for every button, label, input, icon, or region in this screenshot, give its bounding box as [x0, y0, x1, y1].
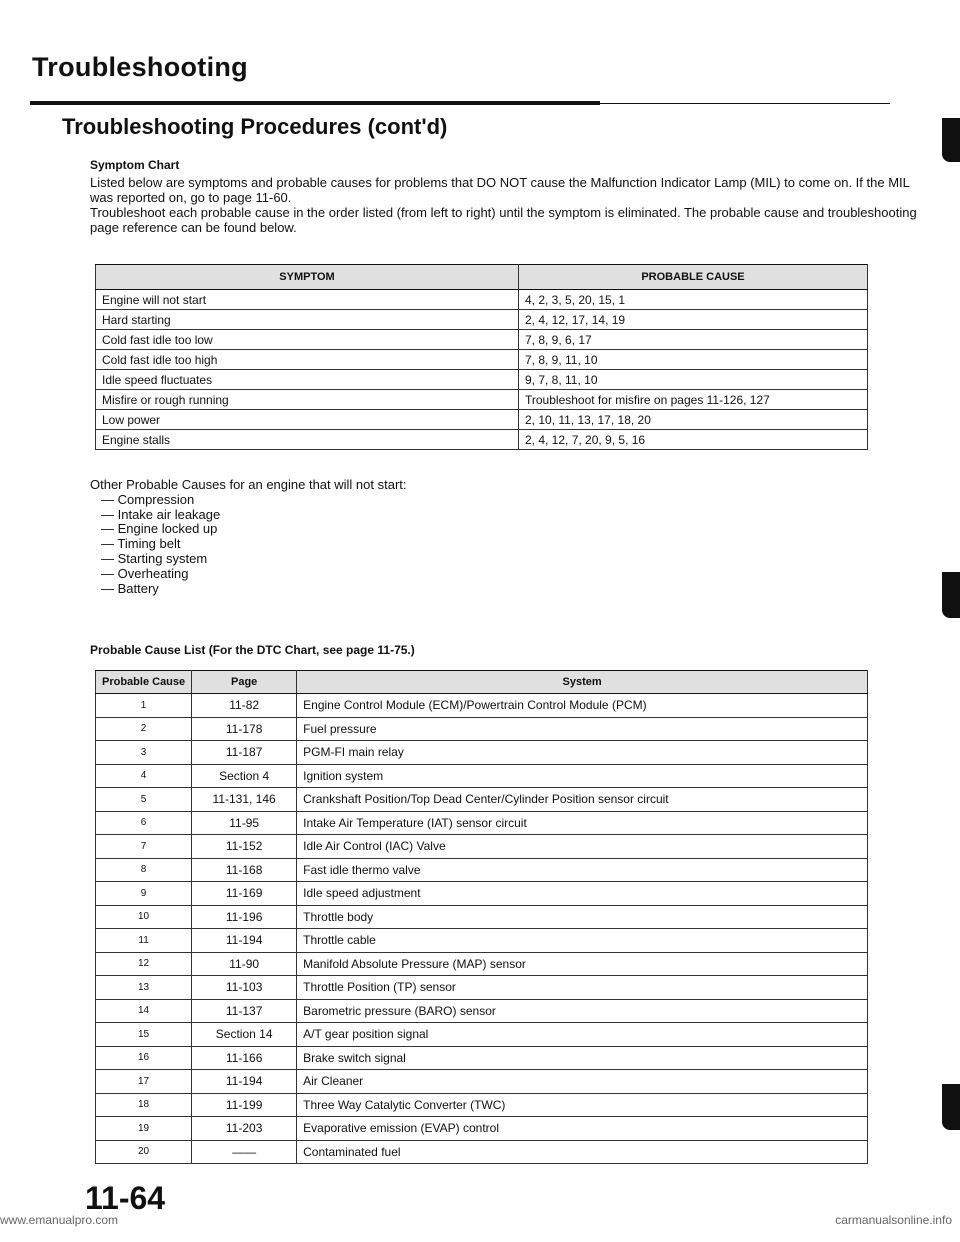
table-row [96, 952, 868, 976]
system-cell: Engine Control Module (ECM)/Powertrain Control Module (PCM) [297, 694, 868, 718]
cause-number-cell: 9 [96, 882, 192, 906]
other-causes-lead: Other Probable Causes for an engine that will not start: [90, 477, 407, 492]
system-cell: Fast idle thermo valve [297, 858, 868, 882]
page-cell: Section 4 [192, 764, 297, 788]
page-cell: 11-103 [192, 976, 297, 1000]
cause-number-cell: 15 [96, 1023, 192, 1047]
column-header: SYMPTOM [96, 265, 519, 290]
table-row [96, 430, 868, 450]
other-causes-list [90, 493, 407, 597]
cause-number-cell: 1 [96, 694, 192, 718]
cause-number-cell: 16 [96, 1046, 192, 1070]
cause-number-cell: 7 [96, 835, 192, 859]
page-cell: 11-166 [192, 1046, 297, 1070]
system-cell: Throttle body [297, 905, 868, 929]
cause-number-cell: 13 [96, 976, 192, 1000]
page-cell: 11-199 [192, 1093, 297, 1117]
section-title: Troubleshooting Procedures (cont'd) [62, 114, 448, 139]
table-row [96, 1023, 868, 1047]
cause-number-cell: 17 [96, 1070, 192, 1094]
table-row [96, 330, 868, 350]
column-header: PROBABLE CAUSE [519, 265, 868, 290]
table-row [96, 290, 868, 310]
probable-cause-cell: 7, 8, 9, 11, 10 [519, 350, 868, 370]
cause-number-cell: 4 [96, 764, 192, 788]
list-item: — Timing belt [101, 537, 407, 552]
table-row [96, 1140, 868, 1164]
table-row [96, 350, 868, 370]
page-cell: 11-152 [192, 835, 297, 859]
table-row [96, 858, 868, 882]
probable-cause-cell: 2, 4, 12, 17, 14, 19 [519, 310, 868, 330]
system-cell: Idle speed adjustment [297, 882, 868, 906]
page-title: Troubleshooting [32, 52, 248, 82]
source-url[interactable]: carmanualsonline.info [835, 1213, 952, 1227]
cause-list-title: Probable Cause List (For the DTC Chart, see page 11-75.) [90, 643, 415, 657]
other-causes [90, 478, 407, 596]
table-row [96, 370, 868, 390]
table-row [96, 811, 868, 835]
system-cell: Idle Air Control (IAC) Valve [297, 835, 868, 859]
list-item: — Starting system [101, 552, 407, 567]
page-cell: 11-178 [192, 717, 297, 741]
table-row [96, 694, 868, 718]
table-row [96, 410, 868, 430]
symptom-chart-intro [90, 158, 930, 235]
symptom-chart-heading: Symptom Chart [90, 158, 180, 172]
binding-mark [942, 118, 960, 162]
table-header-row [96, 265, 868, 290]
symptom-table [95, 264, 868, 450]
page-cell: 11-194 [192, 1070, 297, 1094]
table-row [96, 788, 868, 812]
table-row [96, 717, 868, 741]
cause-number-cell: 8 [96, 858, 192, 882]
system-cell: Evaporative emission (EVAP) control [297, 1117, 868, 1141]
binding-mark [942, 1084, 960, 1130]
column-header: System [297, 671, 868, 694]
list-item: — Intake air leakage [101, 508, 407, 523]
title-rule-extension [600, 103, 890, 104]
table-row [96, 882, 868, 906]
cause-number-cell: 6 [96, 811, 192, 835]
cause-number-cell: 19 [96, 1117, 192, 1141]
page-cell: 11-187 [192, 741, 297, 765]
system-cell: Manifold Absolute Pressure (MAP) sensor [297, 952, 868, 976]
system-cell: A/T gear position signal [297, 1023, 868, 1047]
table-row [96, 741, 868, 765]
page-cell: 11-203 [192, 1117, 297, 1141]
page-cell: 11-131, 146 [192, 788, 297, 812]
system-cell: Contaminated fuel [297, 1140, 868, 1164]
table-row [96, 1070, 868, 1094]
cause-number-cell: 10 [96, 905, 192, 929]
table-row [96, 310, 868, 330]
list-item: — Battery [101, 582, 407, 597]
probable-cause-cell: Troubleshoot for misfire on pages 11-126, 127 [519, 390, 868, 410]
cause-number-cell: 2 [96, 717, 192, 741]
system-cell: Throttle Position (TP) sensor [297, 976, 868, 1000]
list-item: — Overheating [101, 567, 407, 582]
symptom-cell: Misfire or rough running [96, 390, 519, 410]
page-cell: —— [192, 1140, 297, 1164]
intro-paragraph: Listed below are symptoms and probable causes for problems that DO NOT cause the Malfunction Indicator Lamp (MIL) to come on. If the MIL was reported on, go to page 11-60. [90, 175, 910, 205]
probable-cause-cell: 4, 2, 3, 5, 20, 15, 1 [519, 290, 868, 310]
page-cell: 11-194 [192, 929, 297, 953]
system-cell: Barometric pressure (BARO) sensor [297, 999, 868, 1023]
column-header: Probable Cause [96, 671, 192, 694]
column-header: Page [192, 671, 297, 694]
cause-number-cell: 5 [96, 788, 192, 812]
probable-cause-table [95, 670, 868, 1164]
system-cell: Air Cleaner [297, 1070, 868, 1094]
table-row [96, 1117, 868, 1141]
binding-mark [942, 572, 960, 618]
probable-cause-cell: 2, 10, 11, 13, 17, 18, 20 [519, 410, 868, 430]
title-rule [30, 101, 600, 105]
system-cell: Ignition system [297, 764, 868, 788]
table-row [96, 390, 868, 410]
page-cell: 11-169 [192, 882, 297, 906]
table-row [96, 835, 868, 859]
probable-cause-cell: 7, 8, 9, 6, 17 [519, 330, 868, 350]
cause-number-cell: 14 [96, 999, 192, 1023]
table-row [96, 929, 868, 953]
symptom-cell: Idle speed fluctuates [96, 370, 519, 390]
table-row [96, 764, 868, 788]
symptom-cell: Engine stalls [96, 430, 519, 450]
system-cell: Three Way Catalytic Converter (TWC) [297, 1093, 868, 1117]
table-header-row [96, 671, 868, 694]
cause-number-cell: 18 [96, 1093, 192, 1117]
system-cell: Throttle cable [297, 929, 868, 953]
table-row [96, 905, 868, 929]
table-row [96, 1093, 868, 1117]
system-cell: PGM-FI main relay [297, 741, 868, 765]
page-cell: 11-95 [192, 811, 297, 835]
system-cell: Fuel pressure [297, 717, 868, 741]
list-item: — Engine locked up [101, 522, 407, 537]
cause-number-cell: 12 [96, 952, 192, 976]
symptom-cell: Cold fast idle too high [96, 350, 519, 370]
page-number: 11-64 [85, 1180, 166, 1216]
table-row [96, 976, 868, 1000]
probable-cause-cell: 2, 4, 12, 7, 20, 9, 5, 16 [519, 430, 868, 450]
intro-paragraph: Troubleshoot each probable cause in the order listed (from left to right) until the symptom is eliminated. The probable cause and troubleshooting page reference can be found below. [90, 205, 917, 235]
cause-number-cell: 3 [96, 741, 192, 765]
system-cell: Intake Air Temperature (IAT) sensor circuit [297, 811, 868, 835]
list-item: — Compression [101, 493, 407, 508]
symptom-cell: Low power [96, 410, 519, 430]
table-row [96, 999, 868, 1023]
page-cell: 11-196 [192, 905, 297, 929]
watermark-url[interactable]: www.emanualpro.com [0, 1213, 119, 1227]
system-cell: Crankshaft Position/Top Dead Center/Cylinder Position sensor circuit [297, 788, 868, 812]
cause-number-cell: 20 [96, 1140, 192, 1164]
symptom-cell: Hard starting [96, 310, 519, 330]
probable-cause-cell: 9, 7, 8, 11, 10 [519, 370, 868, 390]
table-row [96, 1046, 868, 1070]
page-cell: 11-90 [192, 952, 297, 976]
page-cell: Section 14 [192, 1023, 297, 1047]
cause-number-cell: 11 [96, 929, 192, 953]
symptom-cell: Cold fast idle too low [96, 330, 519, 350]
symptom-cell: Engine will not start [96, 290, 519, 310]
page-cell: 11-168 [192, 858, 297, 882]
system-cell: Brake switch signal [297, 1046, 868, 1070]
page-cell: 11-82 [192, 694, 297, 718]
page-cell: 11-137 [192, 999, 297, 1023]
